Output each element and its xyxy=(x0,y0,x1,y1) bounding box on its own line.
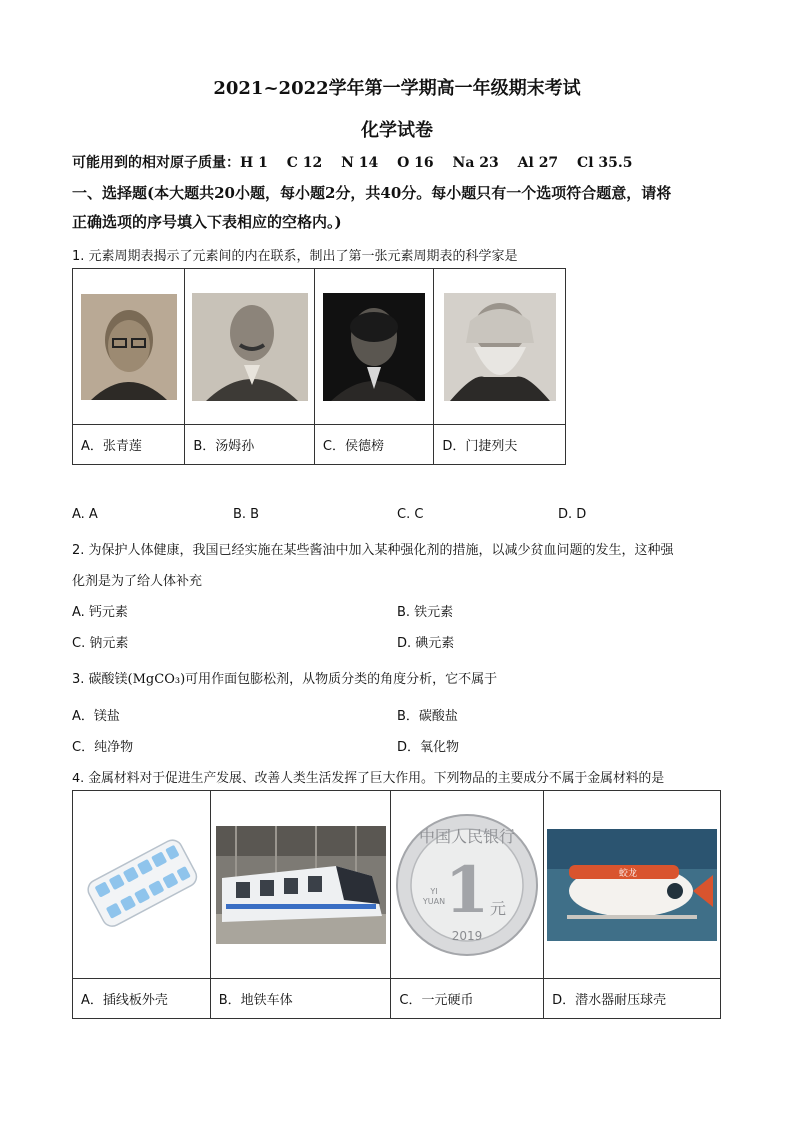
q1-photo-b xyxy=(185,269,315,425)
q2-option-c[interactable]: C. 钠元素 xyxy=(72,636,129,651)
q3-stem xyxy=(72,668,497,687)
q4-caption-c: C．一元硬币 xyxy=(391,979,544,1019)
atomic-masses: 可能用到的相对原子质量：H 1 C 12 N 14 O 16 Na 23 Al 27 Cl 35.5 xyxy=(72,155,633,171)
q1-caption-a: A．张青莲 xyxy=(73,425,185,465)
portrait-c-image xyxy=(323,293,425,401)
coin-pinyin-1: YI xyxy=(430,886,438,896)
q1-caption-b: B．汤姆孙 xyxy=(185,425,315,465)
section-heading-line1: 一、选择题(本大题共20小题，每小题2分，共40分。每小题只有一个选项符合题意，请将 xyxy=(72,184,672,202)
exam-subtitle: 化学试卷 xyxy=(361,120,433,141)
q1-option-d[interactable]: D. D xyxy=(558,507,587,522)
section-heading-line2: 正确选项的序号填入下表相应的空格内。) xyxy=(72,213,342,231)
portrait-b-image xyxy=(192,293,308,401)
q1-photo-a xyxy=(73,269,185,425)
portrait-a-image xyxy=(81,294,177,400)
submersible-image xyxy=(547,829,717,941)
q3-formula: (MgCO₃) xyxy=(127,672,186,687)
q1-caption-c: C．侯德榜 xyxy=(314,425,433,465)
q3-option-d[interactable]: D．氧化物 xyxy=(397,740,460,755)
coin-unit: 元 xyxy=(490,898,507,918)
q1-option-b[interactable]: B. B xyxy=(233,507,260,522)
q3-option-b[interactable]: B．碳酸盐 xyxy=(397,709,458,724)
q1-stem: 1. 元素周期表揭示了元素间的内在联系，制出了第一张元素周期表的科学家是 xyxy=(72,249,518,264)
q2-stem-line1: 2. 为保护人体健康，我国已经实施在某些酱油中加入某种强化剂的措施，以减少贫血问题的发生，这种强 xyxy=(72,543,674,558)
q4-caption-b: B．地铁车体 xyxy=(210,979,391,1019)
q1-photo-d xyxy=(434,269,566,425)
submersible-label: 蛟龙 xyxy=(619,868,638,879)
q1-option-c[interactable]: C. C xyxy=(397,507,424,522)
q4-caption-d: D．潜水器耐压球壳 xyxy=(544,979,721,1019)
q3-option-c[interactable]: C．纯净物 xyxy=(72,740,134,755)
exam-title: 2021~2022学年第一学期高一年级期末考试 xyxy=(213,78,581,99)
coin-year: 2019 xyxy=(451,928,483,943)
coin-ring-text: 中国人民银行 xyxy=(419,826,516,846)
q2-option-d[interactable]: D. 碘元素 xyxy=(397,636,455,651)
q2-option-a[interactable]: A. 钙元素 xyxy=(72,605,128,620)
one-yuan-coin-image xyxy=(394,812,540,958)
q2-stem-line2: 化剂是为了给人体补充 xyxy=(72,574,203,589)
q2-option-b[interactable]: B. 铁元素 xyxy=(397,605,454,620)
q4-stem: 4. 金属材料对于促进生产发展、改善人类生活发挥了巨大作用。下列物品的主要成分不属于金属材料的是 xyxy=(72,771,665,786)
q4-photo-c xyxy=(391,791,544,979)
q3-stem-pre: 3. 碳酸镁 xyxy=(72,672,128,687)
q1-option-a[interactable]: A. A xyxy=(72,507,98,522)
power-strip-image xyxy=(77,825,205,945)
q4-photo-a xyxy=(73,791,211,979)
q1-photo-c xyxy=(314,269,433,425)
coin-pinyin-2: YUAN xyxy=(423,896,446,906)
subway-train-image xyxy=(216,826,386,944)
q3-stem-post: 可用作面包膨松剂，从物质分类的角度分析，它不属于 xyxy=(185,672,498,687)
q4-items-table xyxy=(72,790,721,1019)
q1-caption-d: D．门捷列夫 xyxy=(434,425,566,465)
q4-photo-d xyxy=(544,791,721,979)
q4-photo-b xyxy=(210,791,391,979)
q4-caption-a: A．插线板外壳 xyxy=(73,979,211,1019)
coin-value: 1 xyxy=(445,852,490,928)
q3-option-a[interactable]: A．镁盐 xyxy=(72,709,120,724)
q1-portrait-table xyxy=(72,268,566,465)
portrait-d-image xyxy=(444,293,556,401)
